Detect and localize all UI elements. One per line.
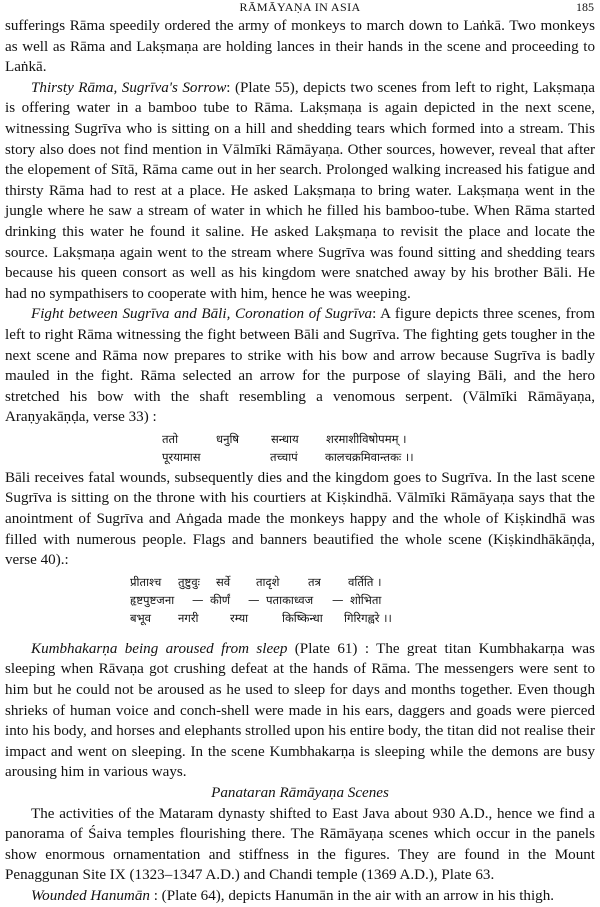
verse-word: तादृशे	[256, 574, 280, 589]
running-title: RĀMĀYAṆA IN ASIA	[239, 0, 361, 14]
verse-word: गिरिगह्वरे ।।	[344, 610, 392, 625]
verse-word: नगरी	[178, 610, 199, 625]
verse-word: किष्किन्धा	[282, 610, 323, 625]
paragraph-fight-sugriva-bali	[5, 304, 595, 428]
verse-line	[5, 430, 595, 448]
paragraph-text: (Plate 61) : The great titan Kumbhakarṇa was sleeping when Rāvaṇa got crushing defeat at the hands of Rāma. The messengers were sent to him but he could not be aroused as he used to sleep for days and months together. Even though shrieks of human voice and conch-shell were made in his ears, daggers and goads were pierced into his body, and horses and elephants strolled upon his entire body, the titan did not realise their impact and went on sleeping. In the scene Kumbhakarṇa is sleeping while the demons are busy arousing him in various ways.	[5, 640, 595, 781]
verse-word: कालचक्रमिवान्तकः ।।	[325, 449, 414, 464]
paragraph-lead-italic: Thirsty Rāma, Sugrīva's Sorrow	[31, 79, 227, 96]
paragraph-thirsty-rama	[5, 78, 595, 305]
verse-line	[5, 591, 595, 609]
paragraph-mataram: The activities of the Mataram dynasty shifted to East Java about 930 A.D., hence we find a panorama of Śaiva temples flourishing there. The Rāmāyaṇa scenes which occur in the panels show enormous ornamentation and stiffness in the figures. They are found in the Mount Penaggunan Site IX (1323–1347 A.D.) and Chandi temple (1369 A.D.), Plate 63.	[5, 805, 595, 884]
verse-word: वर्तिति ।	[348, 574, 382, 589]
verse-line	[5, 609, 595, 627]
verse-word: बभूव	[130, 610, 152, 625]
paragraph-lead-italic: Wounded Hanumān	[31, 887, 150, 904]
verse-word: शरमाशीविषोपमम् ।	[326, 431, 407, 446]
verse-word: धनुषि	[216, 431, 240, 446]
verse-word: रम्या	[230, 610, 249, 625]
verse-word: शोभिता	[350, 592, 382, 607]
verse-dash: —	[332, 592, 344, 607]
paragraph-lead-italic: Kumbhakarṇa being aroused from sleep	[31, 640, 288, 657]
verse-word: हृष्टपुष्टजना	[130, 592, 175, 607]
page-body	[5, 16, 595, 907]
verse-word: सर्वे	[216, 574, 231, 589]
paragraph-wounded-hanuman	[5, 886, 595, 907]
paragraph-lead-italic: Fight between Sugrīva and Bāli, Coronation of Sugrīva	[31, 306, 373, 323]
verse-dash: —	[192, 592, 204, 607]
paragraph-continuation: sufferings Rāma speedily ordered the army of monkeys to march down to Laṅkā. Two monkeys as well as Rāma and Lakṣmaṇa are holding lances in their hands in the scene and proceeding to Laṅkā.	[5, 18, 595, 76]
sanskrit-verse-1	[5, 430, 595, 466]
verse-word: तच्चापं	[270, 449, 298, 464]
verse-dash: —	[248, 592, 260, 607]
paragraph-bali-fatal: Bāli receives fatal wounds, subsequently dies and the kingdom goes to Sugrīva. In the last scene Sugrīva is sitting on the throne with his courtiers at Kiṣkindhā. Vālmīki Rāmāyaṇa says that the anointment of Sugrīva and Aṅgada made the monkeys happy and the whole of Kiṣkindhā was filled with numerous people. Flags and banners beautified the whole scene (Kiṣkindhākāṇḍa, verse 40).:	[5, 469, 595, 569]
paragraph-text: : (Plate 64), depicts Hanumān in the air with an arrow in his thigh.	[149, 887, 555, 904]
verse-line	[5, 448, 595, 466]
page-number: 185	[576, 0, 594, 14]
verse-word: तुष्टुवुः	[178, 574, 200, 589]
spacer	[5, 629, 595, 639]
sanskrit-verse-2	[5, 573, 595, 627]
verse-word: ततो	[162, 431, 179, 446]
paragraph-text: : (Plate 55), depicts two scenes from left to right, Lakṣmaṇa is offering water in a bamboo tube to Rāma. Lakṣmaṇa is again depicted in the next scene, witnessing Sugrīva who is sitting on a hill and shedding tears which formed into a stream. This story also does not find mention in Vālmīki Rāmāyaṇa. Other sources, however, reveal that after the elopement of Sītā, Rāma came out in her search. Prolonged walking increased his fatigue and thirsty Rāma had to rest at a place. He asked Lakṣmaṇa to bring water. Lakṣmaṇa went in the jungle where he saw a stream of water in which he filled his bamboo-tube. When Rāma started drinking this water he found it saline. He asked Lakṣmaṇa to revisit the place and locate the source. Lakṣmaṇa again went to the stream where Sugrīva was found sitting and shedding tears because his queen consort as well as his kingdom were snatched away by his brother Bāli. He had no sympathisers to cooperate with him, hence he was weeping.	[5, 79, 595, 302]
paragraph-text: : A figure depicts three scenes, from left to right Rāma witnessing the fight between Bāli and Sugrīva. The fighting gets tougher in the next scene and Rāma now prepares to strike with his bow and arrow because Sugrīva is badly mauled in the fight. Rāma selected an arrow for the purpose of slaying Bāli, and the hero stretched his bow with the shaft resembling a venomous serpent. (Vālmīki Rāmāyaṇa, Araṇyakāṇḍa, verse 33) :	[5, 306, 595, 426]
verse-word: पूरयामास	[162, 449, 201, 464]
running-header	[0, 0, 600, 14]
verse-line	[5, 573, 595, 591]
section-heading: Panataran Rāmāyaṇa Scenes	[211, 785, 389, 801]
verse-word: कीर्णं	[210, 592, 231, 607]
verse-word: सन्धाय	[271, 431, 299, 446]
verse-word: तत्र	[308, 574, 321, 589]
paragraph-kumbhakarna	[5, 639, 595, 783]
verse-word: पताकाध्वज	[266, 592, 314, 607]
verse-word: प्रीताश्च	[130, 574, 162, 589]
